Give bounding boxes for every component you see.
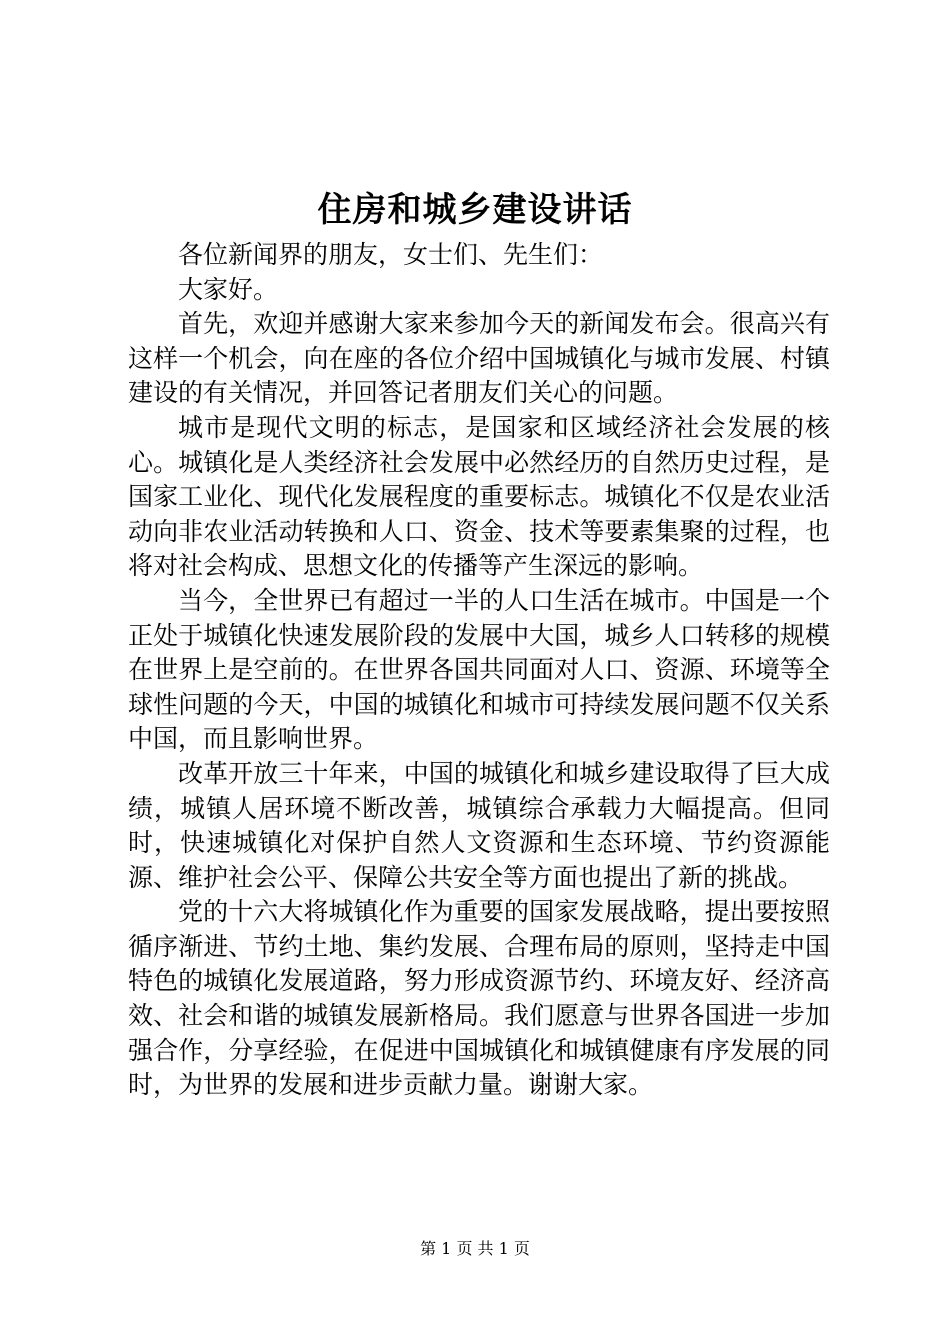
body-paragraph: 城市是现代文明的标志，是国家和区域经济社会发展的核心。城镇化是人类经济社会发展中必然经历的自然历史过程，是国家工业化、现代化发展程度的重要标志。城镇化不仅是农业活动向非农业活动转换和人口、资金、技术等要素集聚的过程，也将对社会构成、思想文化的传播等产生深远的影响。 <box>128 412 830 581</box>
page-number-footer: 第 1 页 共 1 页 <box>420 1239 530 1258</box>
body-paragraph: 首先，欢迎并感谢大家来参加今天的新闻发布会。很高兴有这样一个机会，向在座的各位介绍中国城镇化与城市发展、村镇建设的有关情况，并回答记者朋友们关心的问题。 <box>128 309 830 408</box>
body-paragraph: 改革开放三十年来，中国的城镇化和城乡建设取得了巨大成绩，城镇人居环境不断改善，城镇综合承载力大幅提高。但同时，快速城镇化对保护自然人文资源和生态环境、节约资源能源、维护社会公平、保障公共安全等方面也提出了新的挑战。 <box>128 758 830 892</box>
body-paragraph: 党的十六大将城镇化作为重要的国家发展战略，提出要按照循序渐进、节约土地、集约发展、合理布局的原则，坚持走中国特色的城镇化发展道路，努力形成资源节约、环境友好、经济高效、社会和谐的城镇发展新格局。我们愿意与世界各国进一步加强合作，分享经验，在促进中国城镇化和城镇健康有序发展的同时，为世界的发展和进步贡献力量。谢谢大家。 <box>128 897 830 1100</box>
greeting-paragraph: 各位新闻界的朋友，女士们、先生们： <box>178 240 604 269</box>
body-paragraph: 当今，全世界已有超过一半的人口生活在城市。中国是一个正处于城镇化快速发展阶段的发展中大国，城乡人口转移的规模在世界上是空前的。在世界各国共同面对人口、资源、环境等全球性问题的今天，中国的城镇化和城市可持续发展问题不仅关系中国，而且影响世界。 <box>128 585 830 754</box>
page-title: 住房和城乡建设讲话 <box>317 190 633 230</box>
salutation-paragraph: 大家好。 <box>178 274 279 304</box>
document-body <box>128 238 830 1103</box>
